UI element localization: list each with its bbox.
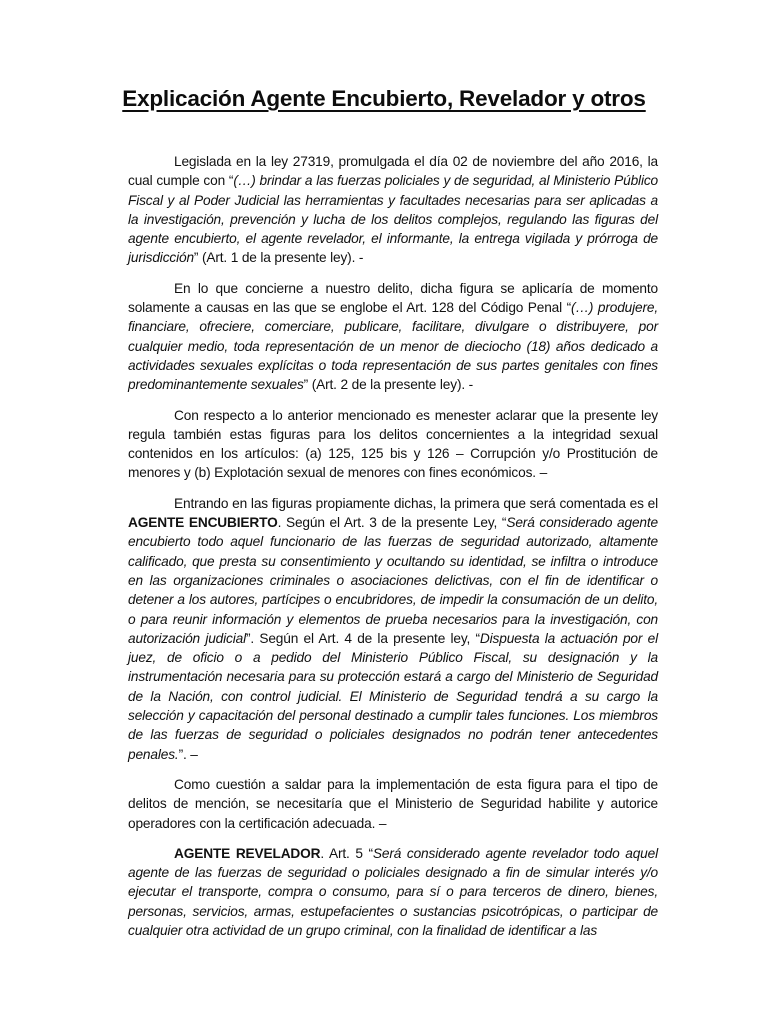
text-run: . Art. 5 “ [320,845,373,861]
quoted-legal-text: Será considerado agente encubierto todo aquel funcionario de las fuerzas de seguridad autorizado, altamente calificado, que presta su consentimiento y ocultando su identidad, se infiltra o introduce en las organizaciones criminales o asociaciones delictivas, con el fin de identificar o detener a los autores, partícipes o encubridores, de impedir la consumación de un delito, o para reunir información y elementos de prueba necesarios para la investigación, con autorización judicial [128,515,658,646]
document-body [128,152,658,940]
paragraph-implementation [128,775,658,833]
paragraph-agente-revelador [128,844,658,940]
paragraph-scope-art-128 [128,279,658,395]
text-run: ” (Art. 2 de la presente ley). - [303,377,474,393]
text-run: ” (Art. 1 de la presente ley). - [193,250,364,266]
text-run: . Según el Art. 3 de la presente Ley, “ [277,515,507,531]
quoted-legal-text: Será considerado agente revelador todo aquel agente de las fuerzas de seguridad o policiales designado a fin de simular interés y/o ejecutar el transporte, compra o consumo, para sí o para terceros de dinero, bienes, personas, servicios, armas, estupefacientes o sustancias psicotrópicas, o participar de cualquier otra actividad de un grupo criminal, con la finalidad de identificar a las [128,845,658,938]
paragraph-agente-encubierto [128,494,658,764]
document-title: Explicación Agente Encubierto, Revelador y otros [122,86,646,111]
quoted-legal-text: Dispuesta la actuación por el juez, de oficio o a pedido del Ministerio Público Fiscal, su designación y la instrumentación necesaria para su protección estará a cargo del Ministerio de Seguridad de la Nación, con control judicial. El Ministerio de Seguridad tendrá a su cargo la selección y capacitación del personal destinado a cumplir tales funciones. Los miembros de las fuerzas de seguridad o policiales designados no podrán tener antecedentes penales. [128,630,658,762]
bold-term: AGENTE REVELADOR [174,845,321,861]
text-run: Entrando en las figuras propiamente dichas, la primera que será comentada es el [174,495,658,511]
text-run: Con respecto a lo anterior mencionado es menester aclarar que la presente ley regula también estas figuras para los delitos concernientes a la integridad sexual contenidos en los artículos: (a) 125, 125 bis y 126 – Corrupción y/o Prostitución de menores y (b) Explotación sexual de menores con fines económicos. – [128,407,658,481]
bold-term: AGENTE ENCUBIERTO [128,515,278,531]
text-run: Como cuestión a saldar para la implementación de esta figura para el tipo de delitos de mención, se necesitaría que el Ministerio de Seguridad habilite y autorice operadores con la certificación adecuada. – [128,776,658,831]
quoted-legal-text: (…) brindar a las fuerzas policiales y de seguridad, al Ministerio Público Fiscal y al Poder Judicial las herramientas y facultades necesarias para ser aplicadas a la investigación, prevención y lucha de los delitos complejos, regulando las figuras del agente encubierto, el agente revelador, el informante, la entrega vigilada y prórroga de jurisdicción [128,173,658,266]
quoted-legal-text: (…) produjere, financiare, ofreciere, comerciare, publicare, facilitare, divulgare o distribuyere, por cualquier medio, toda representación de un menor de dieciocho (18) años dedicado a actividades sexuales explícitas o toda representación de sus partes genitales con fines predominantemente sexuales [128,300,659,393]
text-run: En lo que concierne a nuestro delito, dicha figura se aplicaría de momento solamente a causas en las que se englobe el Art. 128 del Código Penal “ [128,280,658,316]
paragraph-legislation [128,152,658,268]
text-run: ”. – [178,746,198,762]
text-run: Legislada en la ley 27319, promulgada el día 02 de noviembre del año 2016, la cual cumple con “ [128,154,658,189]
paragraph-related-articles [128,406,658,483]
text-run: ”. Según el Art. 4 de la presente ley, “ [245,630,480,646]
